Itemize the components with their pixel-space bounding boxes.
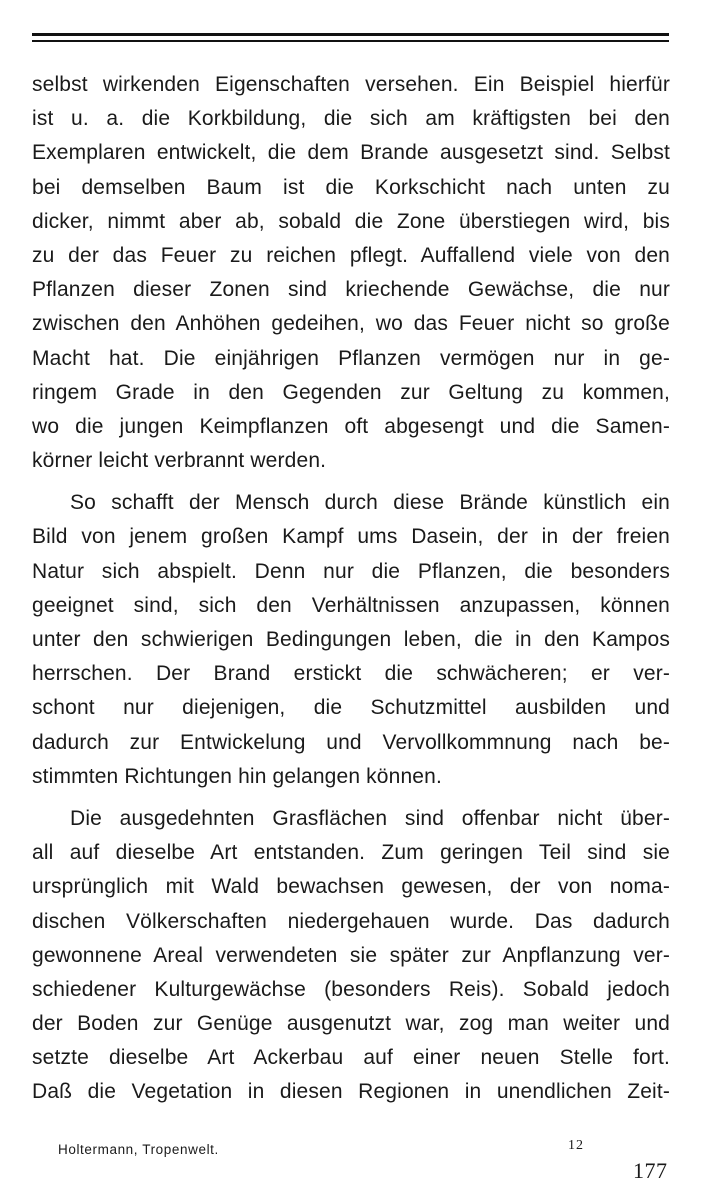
body-text (32, 68, 670, 1110)
text-line: schiedener Kulturgewächse (besonders Reis). Sobald jedoch (32, 977, 670, 1001)
text-line: ursprünglich mit Wald bewachsen gewesen, der von noma- (32, 875, 670, 899)
page-number: 177 (633, 1158, 668, 1183)
text-line: der Boden zur Genüge ausgenutzt war, zog man weiter und (32, 1012, 670, 1036)
text-line: gewonnene Areal verwendeten sie später zur Anpflanzung ver- (32, 943, 670, 967)
text-line: herrschen. Der Brand erstickt die schwächeren; er ver- (32, 662, 670, 686)
text-line: zwischen den Anhöhen gedeihen, wo das Feuer nicht so große (32, 312, 670, 336)
text-line: selbst wirkenden Eigenschaften versehen. Ein Beispiel hierfür (32, 73, 670, 96)
text-line: setzte dieselbe Art Ackerbau auf einer neuen Stelle fort. (32, 1046, 670, 1070)
paragraph-2 (32, 486, 670, 794)
text-line: dicker, nimmt aber ab, sobald die Zone überstiegen wird, bis (32, 209, 670, 233)
paragraph-1 (32, 68, 670, 478)
text-line: all auf dieselbe Art entstanden. Zum geringen Teil sind sie (32, 841, 670, 865)
text-line: Natur sich abspielt. Denn nur die Pflanzen, die besonders (32, 559, 670, 583)
paragraph-3 (32, 802, 670, 1110)
signature-mark: 12 (568, 1138, 584, 1153)
text-line: körner leicht verbrannt werden. (32, 449, 327, 473)
text-line: So schafft der Mensch durch diese Brände künstlich ein (70, 491, 670, 515)
text-line: geeignet sind, sich den Verhältnissen anzupassen, können (32, 593, 670, 617)
text-line: stimmten Richtungen hin gelangen können. (32, 764, 442, 788)
text-line: Macht hat. Die einjährigen Pflanzen vermögen nur in ge- (32, 346, 670, 370)
paragraph-gap (32, 794, 670, 802)
text-line: schont nur diejenigen, die Schutzmittel ausbilden und (32, 696, 670, 720)
footer-signature: Holtermann, Tropenwelt. (58, 1142, 219, 1157)
text-line: ringem Grade in den Gegenden zur Geltung zu kommen, (32, 380, 670, 404)
text-line: dadurch zur Entwickelung und Vervollkommnung nach be- (32, 730, 670, 754)
header-rule-bottom (32, 40, 669, 42)
paragraph-gap (32, 478, 670, 486)
text-line: wo die jungen Keimpflanzen oft abgesengt und die Samen- (32, 414, 670, 438)
text-line: unter den schwierigen Bedingungen leben, die in den Kampos (32, 628, 670, 651)
text-line: Exemplaren entwickelt, die dem Brande ausgesetzt sind. Selbst (32, 141, 670, 165)
text-line: Die ausgedehnten Grasflächen sind offenbar nicht über- (70, 806, 670, 830)
text-line: bei demselben Baum ist die Korkschicht nach unten zu (32, 175, 670, 199)
text-line: zu der das Feuer zu reichen pflegt. Auffallend viele von den (32, 243, 670, 267)
text-line: Daß die Vegetation in diesen Regionen in unendlichen Zeit- (32, 1080, 670, 1104)
text-line: dischen Völkerschaften niedergehauen wurde. Das dadurch (32, 909, 670, 933)
text-line: Bild von jenem großen Kampf ums Dasein, der in der freien (32, 525, 670, 549)
text-line: ist u. a. die Korkbildung, die sich am kräftigsten bei den (32, 107, 670, 131)
header-rule-top (32, 33, 669, 36)
text-line: Pflanzen dieser Zonen sind kriechende Gewächse, die nur (32, 278, 670, 302)
